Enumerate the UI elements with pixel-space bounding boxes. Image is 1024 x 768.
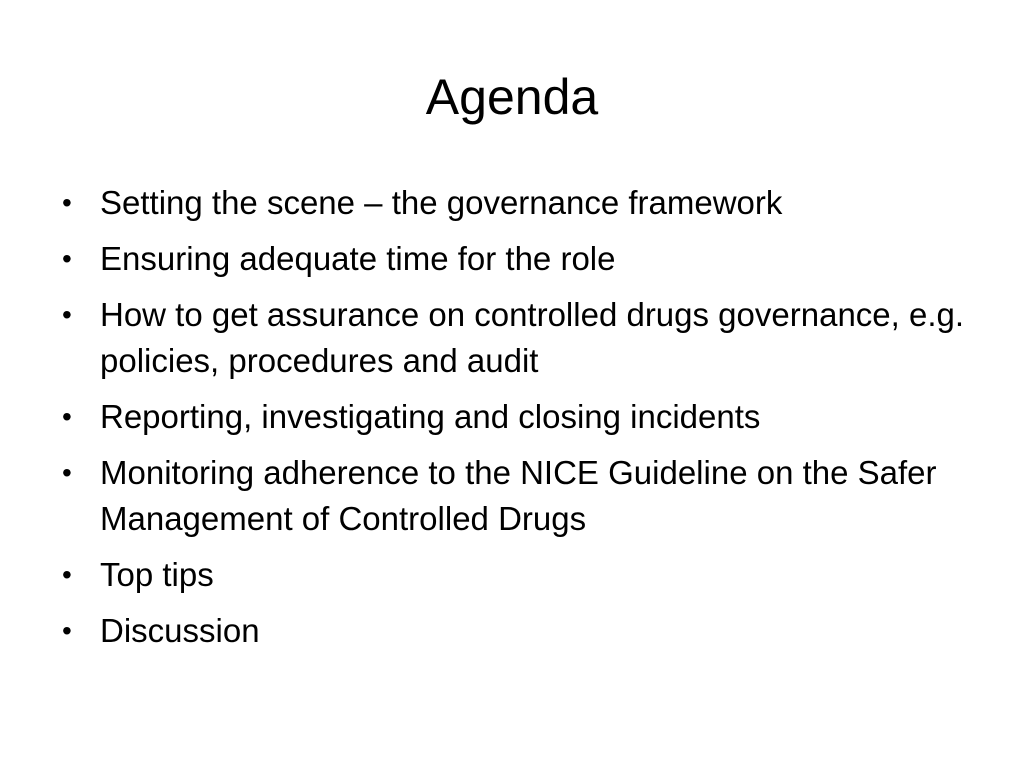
bullet-icon: •	[62, 187, 72, 218]
agenda-item-text: Ensuring adequate time for the role	[100, 240, 616, 277]
bullet-icon: •	[62, 401, 72, 432]
agenda-item-text: Discussion	[100, 612, 260, 649]
agenda-item	[58, 292, 978, 384]
bullet-icon: •	[62, 243, 72, 274]
agenda-item-text: Monitoring adherence to the NICE Guideline on the Safer Management of Controlled Drugs	[100, 454, 937, 537]
agenda-item	[58, 608, 978, 654]
agenda-item	[58, 180, 978, 226]
bullet-icon: •	[62, 615, 72, 646]
agenda-item	[58, 450, 978, 542]
agenda-item-text: Setting the scene – the governance framework	[100, 184, 783, 221]
slide-title: Agenda	[425, 69, 599, 125]
agenda-item	[58, 236, 978, 282]
bullet-icon: •	[62, 457, 72, 488]
agenda-item-text: How to get assurance on controlled drugs governance, e.g. policies, procedures and audit	[100, 296, 965, 379]
agenda-item-text: Reporting, investigating and closing incidents	[100, 398, 761, 435]
agenda-item	[58, 394, 978, 440]
bullet-icon: •	[62, 299, 72, 330]
agenda-item-text: Top tips	[100, 556, 214, 593]
bullet-icon: •	[62, 559, 72, 590]
agenda-list	[58, 180, 978, 664]
agenda-item	[58, 552, 978, 598]
